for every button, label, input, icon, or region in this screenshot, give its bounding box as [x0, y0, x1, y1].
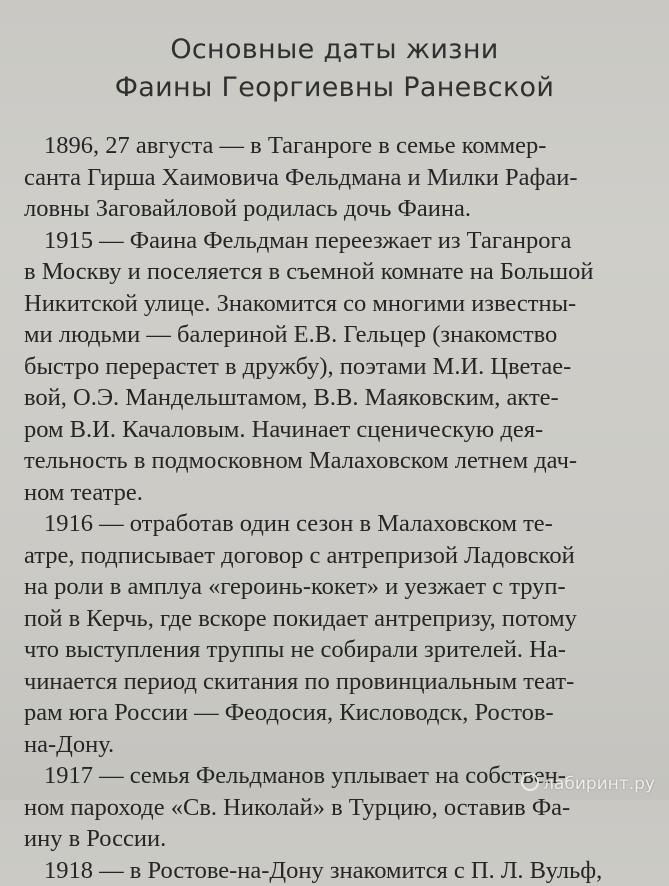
watermark-text: лабиринт.ру [543, 774, 655, 794]
text-line: ром В.И. Качаловым. Начинает сценическую дея- [24, 414, 636, 446]
text-line: 1918 — в Ростове-на-Дону знакомится с П. Л. Вульф, [24, 855, 636, 886]
text-line: Никитской улице. Знакомится со многими известны- [24, 288, 636, 320]
text-line: ми людьми — балериной Е.В. Гельцер (знакомство [24, 319, 636, 351]
text-line: в Москву и поселяется в съемной комнате на Большой [24, 256, 636, 288]
text-line: 1896, 27 августа — в Таганроге в семье коммер- [24, 130, 636, 162]
text-line: ловны Заговайловой родилась дочь Фаина. [24, 193, 636, 225]
text-line: 1916 — отработав один сезон в Малаховском те- [24, 508, 636, 540]
text-line: ину в России. [24, 823, 636, 855]
text-line: пой в Керчь, где вскоре покидает антрепризу, потому [24, 603, 636, 635]
heading-line-1: Основные даты жизни [0, 34, 669, 65]
text-line: атре, подписывает договор с антрепризой Ладовской [24, 540, 636, 572]
text-line: на-Дону. [24, 729, 636, 761]
text-line: что выступления труппы не собирали зрителей. На- [24, 634, 636, 666]
text-line: ном театре. [24, 477, 636, 509]
text-line: ном пароходе «Св. Николай» в Турцию, оставив Фа- [24, 792, 636, 824]
heading-line-2: Фаины Георгиевны Раневской [0, 72, 669, 103]
text-line: быстро перерастет в дружбу), поэтами М.И. Цветае- [24, 351, 636, 383]
text-line: вой, О.Э. Мандельштамом, В.В. Маяковским, акте- [24, 382, 636, 414]
watermark [521, 773, 655, 794]
text-line: рам юга России — Феодосия, Кисловодск, Ростов- [24, 697, 636, 729]
text-line: санта Гирша Хаимовича Фельдмана и Милки Рафаи- [24, 162, 636, 194]
text-line: тельность в подмосковном Малаховском летнем дач- [24, 445, 636, 477]
text-line: 1915 — Фаина Фельдман переезжает из Таганрога [24, 225, 636, 257]
labirint-logo-icon [521, 773, 539, 791]
text-line: чинается период скитания по провинциальным теат- [24, 666, 636, 698]
text-line: на роли в амплуа «героинь-кокет» и уезжает с труп- [24, 571, 636, 603]
text-line: 1917 — семья Фельдманов уплывает на собствен- [24, 760, 636, 792]
